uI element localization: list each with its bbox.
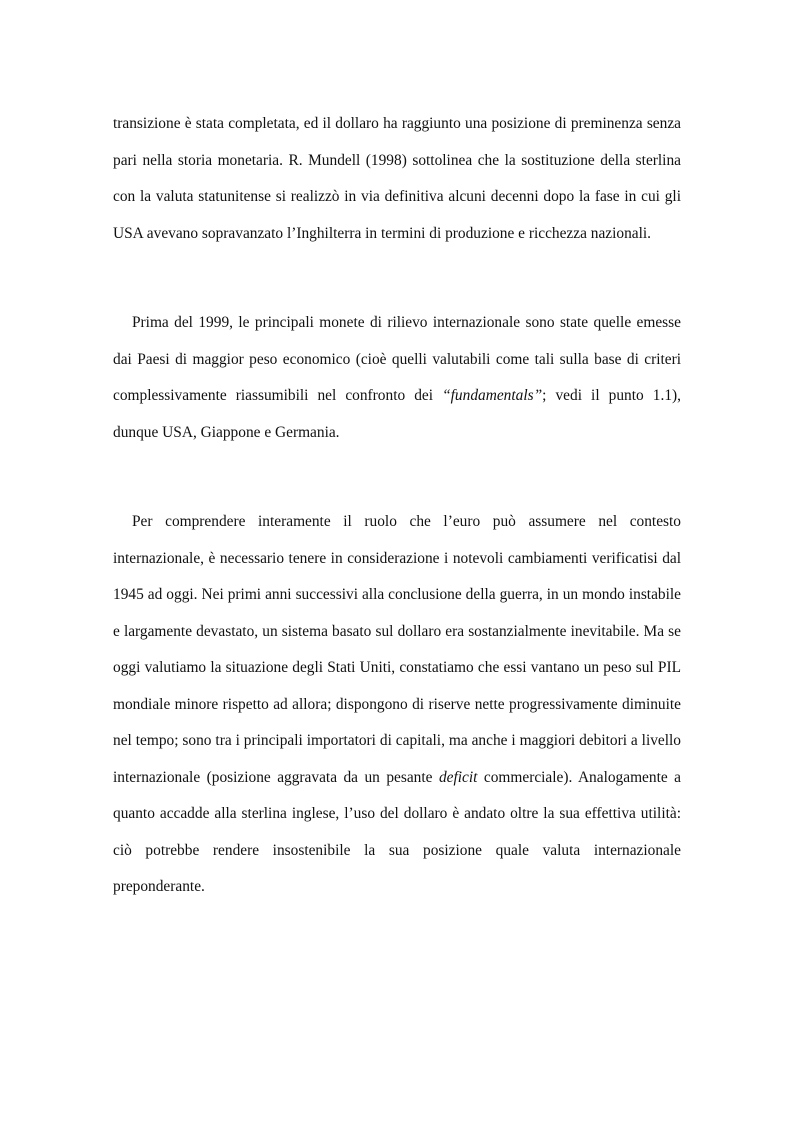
paragraph-gap [113,252,681,305]
paragraph-text: Per comprendere interamente il ruolo che l’euro può assumere nel contesto internazionale, è necessario tenere in considerazione i notevoli cambiamenti verificatisi dal 1945 ad oggi. Nei primi anni successivi alla conclusione della guerra, in un mondo instabile e largamente devastato, un sistema basato sul dollaro era sostanzialmente inevitabile. Ma se oggi valutiamo la situazione degli Stati Uniti, constatiamo che essi vantano un peso sul PIL mondiale minore rispetto ad allora; dispongono di riserve nette progressivamente diminuite nel tempo; sono tra i principali importatori di capitali, ma anche i maggiori debitori a livello internazionale (posizione aggravata da un pesante [113,513,681,786]
paragraph-text: Prima del 1999, le principali monete di rilievo internazionale sono state quelle emesse dai Paesi di maggior peso economico (cioè quelli valutabili come tali sulla base di criteri complessivamente riassumibili nel confronto dei [113,314,681,404]
paragraph-before-1999 [113,305,681,451]
paragraph-text: ; vedi il punto 1.1), dunque USA, Giappone e Germania. [113,387,681,441]
paragraph-euro-role [113,504,681,906]
paragraph-transition [113,106,681,252]
italic-term-deficit: deficit [438,768,478,786]
document-page [113,106,681,906]
italic-term-fundamentals: “fundamentals” [442,387,543,404]
paragraph-gap [113,451,681,504]
paragraph-text: transizione è stata completata, ed il dollaro ha raggiunto una posizione di preminenza senza pari nella storia monetaria. R. Mundell (1998) sottolinea che la sostituzione della sterlina con la valuta statunitense si realizzò in via definitiva alcuni decenni dopo la fase in cui gli USA avevano sopravanzato l’Inghilterra in termini di produzione e ricchezza nazionali. [113,115,681,242]
paragraph-text: commerciale). Analogamente a quanto accadde alla sterlina inglese, l’uso del dollaro è andato oltre la sua effettiva utilità: ciò potrebbe rendere insostenibile la sua posizione quale valuta internazionale preponderante. [113,768,681,895]
